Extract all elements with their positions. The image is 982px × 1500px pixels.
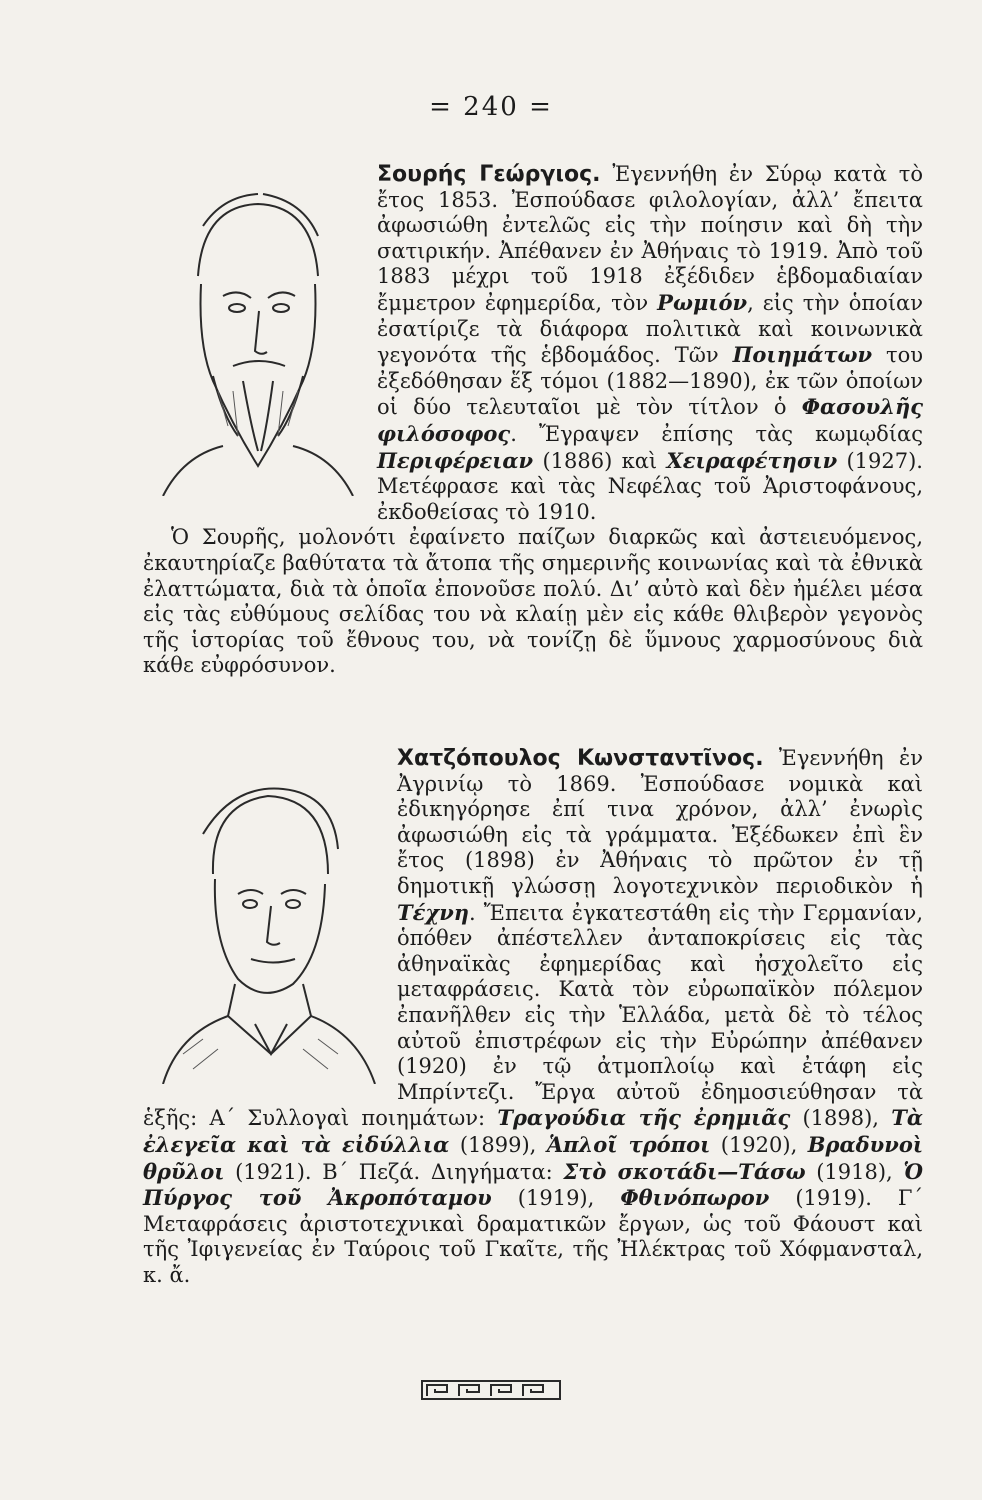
portrait-chatzopoulos <box>143 754 383 1084</box>
entry-chatzopoulos-title-pyrgos: Ὁ Πύργος τοῦ Ἀκροπόταμου <box>143 1158 923 1211</box>
entry-chatzopoulos-text-6: (1921). Β΄ Πεζά. Διηγήματα: <box>224 1159 564 1184</box>
entry-chatzopoulos-text-5: (1920), <box>710 1132 808 1157</box>
entry-chatzopoulos-name: Χατζόπουλος Κωνσταντῖνος. <box>397 746 764 771</box>
entry-souris-name: Σουρής Γεώργιος. <box>377 162 601 187</box>
entry-souris-text-2: , εἰς τὴν ὁποίαν ἐσατίριζε τὰ διάφορα πολιτικὰ καὶ κοινωνικὰ γεγονότα τῆς ἑβδομάδος. Τῶν <box>377 290 923 368</box>
entry-souris-paragraph-2: Ὁ Σουρῆς, μολονότι ἐφαίνετο παίζων διαρκῶς καὶ ἀστειευόμενος, ἐκαυτηρίαζε βαθύτατα τὰ ἄτοπα τῆς σημερινῆς κοινωνίας καὶ τὰ ἐθνικὰ ἐλαττώματα, διὰ τὰ ὁποῖα ἐπονοῦσε πολύ. Δι’ αὐτὸ καὶ δὲν ἠμέλει μέσα εἰς τὰς εὐθύμους σελίδας του νὰ κλαίῃ μὲν εἰς κάθε θλιβερὸν γεγονὸς τῆς ἱστορίας τοῦ ἔθνους του, νὰ τονίζῃ δὲ ὕμνους χαρμοσύνους διὰ κάθε εὐφρόσυνον. <box>143 525 923 678</box>
entry-chatzopoulos-title-tragoudia: Τραγούδια τῆς ἐρημιᾶς <box>497 1105 791 1131</box>
entry-chatzopoulos-title-sto-skotadi: Στὸ σκοτάδι—Τάσω <box>563 1158 806 1184</box>
entry-souris-title-periferia: Περιφέρειαν <box>377 447 534 473</box>
entry-chatzopoulos-text-3: (1898), <box>790 1106 892 1131</box>
entry-souris-title-poems: Ποιημάτων <box>732 342 873 368</box>
greek-key-ornament-icon <box>421 1380 561 1400</box>
entry-chatzopoulos-title-fthinoporon: Φθινόπωρον <box>620 1185 770 1211</box>
entry-souris-title-romios: Ρωμιόν <box>657 289 748 315</box>
entry-souris-text-1: Ἐγεννήθη ἐν Σύρῳ κατὰ τὸ ἔτος 1853. Ἐσπούδασε φιλολογίαν, ἀλλ’ ἔπειτα ἀφωσιώθη ἐντελῶς εἰς τὴν ποίησιν καὶ δὴ τὴν σατιρικήν. Ἀπέθανεν ἐν Ἀθήναις τὸ 1919. Ἀπὸ τοῦ 1883 μέχρι τοῦ 1918 ἐξέδιδεν ἑβδομαδιαίαν ἔμμετρον ἐφημερίδα, τὸν <box>377 162 923 315</box>
entry-chatzopoulos <box>143 746 923 1288</box>
page-number: = 240 = <box>429 92 553 122</box>
entry-chatzopoulos-title-elegeia: Τὰ ἐλεγεῖα καὶ τὰ εἰδύλλια <box>143 1105 923 1157</box>
entry-chatzopoulos-title-techni: Τέχνη <box>397 899 470 925</box>
entry-chatzopoulos-text-2: . Ἔπειτα ἐγκατεστάθη εἰς τὴν Γερμανίαν, ὁπόθεν ἀπέστελλεν ἀνταποκρίσεις εἰς τὰς ἀθηναϊκὰς ἐφημερίδας καὶ ἠσχολεῖτο εἰς μεταφράσεις. Κατὰ τὸν εὐρωπαϊκὸν πόλεμον ἐπανῆλθεν εἰς τὴν Ἑλλάδα, μετὰ δὲ τὸ τέλος αὐτοῦ ἐπιστρέφων εἰς τὴν Εὐρώπην ἀπέθανεν (1920) ἐν τῷ ἀτμοπλοίῳ καὶ ἐτάφη εἰς Μπρίντεζι. Ἔργα αὐτοῦ ἐδημοσιεύθησαν τὰ ἑξῆς: Α΄ Συλλογαὶ ποιημάτων: <box>143 900 923 1131</box>
entry-souris-text-5: (1886) καὶ <box>533 448 667 473</box>
portrait-souris <box>143 166 363 496</box>
portrait-chatzopoulos-drawing <box>143 754 383 1084</box>
entry-chatzopoulos-text-7: (1918), <box>805 1159 904 1184</box>
entry-souris <box>143 162 923 679</box>
entry-chatzopoulos-text-8: (1919), <box>491 1186 621 1211</box>
entry-souris-title-fasoulis: Φασουλῆς φιλόσοφος <box>377 394 923 446</box>
entry-chatzopoulos-title-aploi-tropoi: Ἁπλοῖ τρόποι <box>546 1131 711 1157</box>
end-ornament <box>0 1380 982 1400</box>
entry-souris-text-4: . Ἔγραψεν ἐπίσης τὰς κωμῳδίας <box>510 421 923 446</box>
entry-chatzopoulos-text-9: (1919). Γ΄ Μεταφράσεις ἀριστοτεχνικαὶ δραματικῶν ἔργων, ὡς τοῦ Φάουστ καὶ τῆς Ἰφιγενείας ἐν Ταύροις τοῦ Γκαῖτε, τῆς Ἠλέκτρας τοῦ Χόφμανσταλ, κ. ἄ. <box>143 1186 923 1287</box>
entry-chatzopoulos-title-vradynoi-thryloi: Βραδυνοὶ θρῦλοι <box>143 1131 923 1184</box>
entry-souris-text-6: (1927). Μετέφρασε καὶ τὰς Νεφέλας τοῦ Ἀριστοφάνους, ἐκδοθείσας τὸ 1910. <box>377 448 923 524</box>
entry-souris-title-cheirafetisi: Χειραφέτησιν <box>666 447 838 473</box>
entry-souris-text-3: του ἐξεδόθησαν ἕξ τόμοι (1882—1890), ἐκ τῶν ὁποίων οἱ δύο τελευταῖοι μὲ τὸν τίτλον ὁ <box>377 343 924 420</box>
entry-chatzopoulos-text-4: (1899), <box>449 1132 547 1157</box>
entry-chatzopoulos-text-1: Ἐγεννήθη ἐν Ἀγρινίῳ τὸ 1869. Ἐσπούδασε νομικὰ καὶ ἐδικηγόρησε ἐπί τινα χρόνον, ἀλλ’ ἐνωρὶς ἀφωσιώθη εἰς τὰ γράμματα. Ἐξέδωκεν ἐπὶ ἓν ἔτος (1898) ἐν Ἀθήναις τὸ πρῶτον ἐν τῇ δημοτικῇ γλώσσῃ λογοτεχνικὸν περιοδικὸν ἡ <box>397 746 923 898</box>
portrait-souris-drawing <box>143 166 363 496</box>
